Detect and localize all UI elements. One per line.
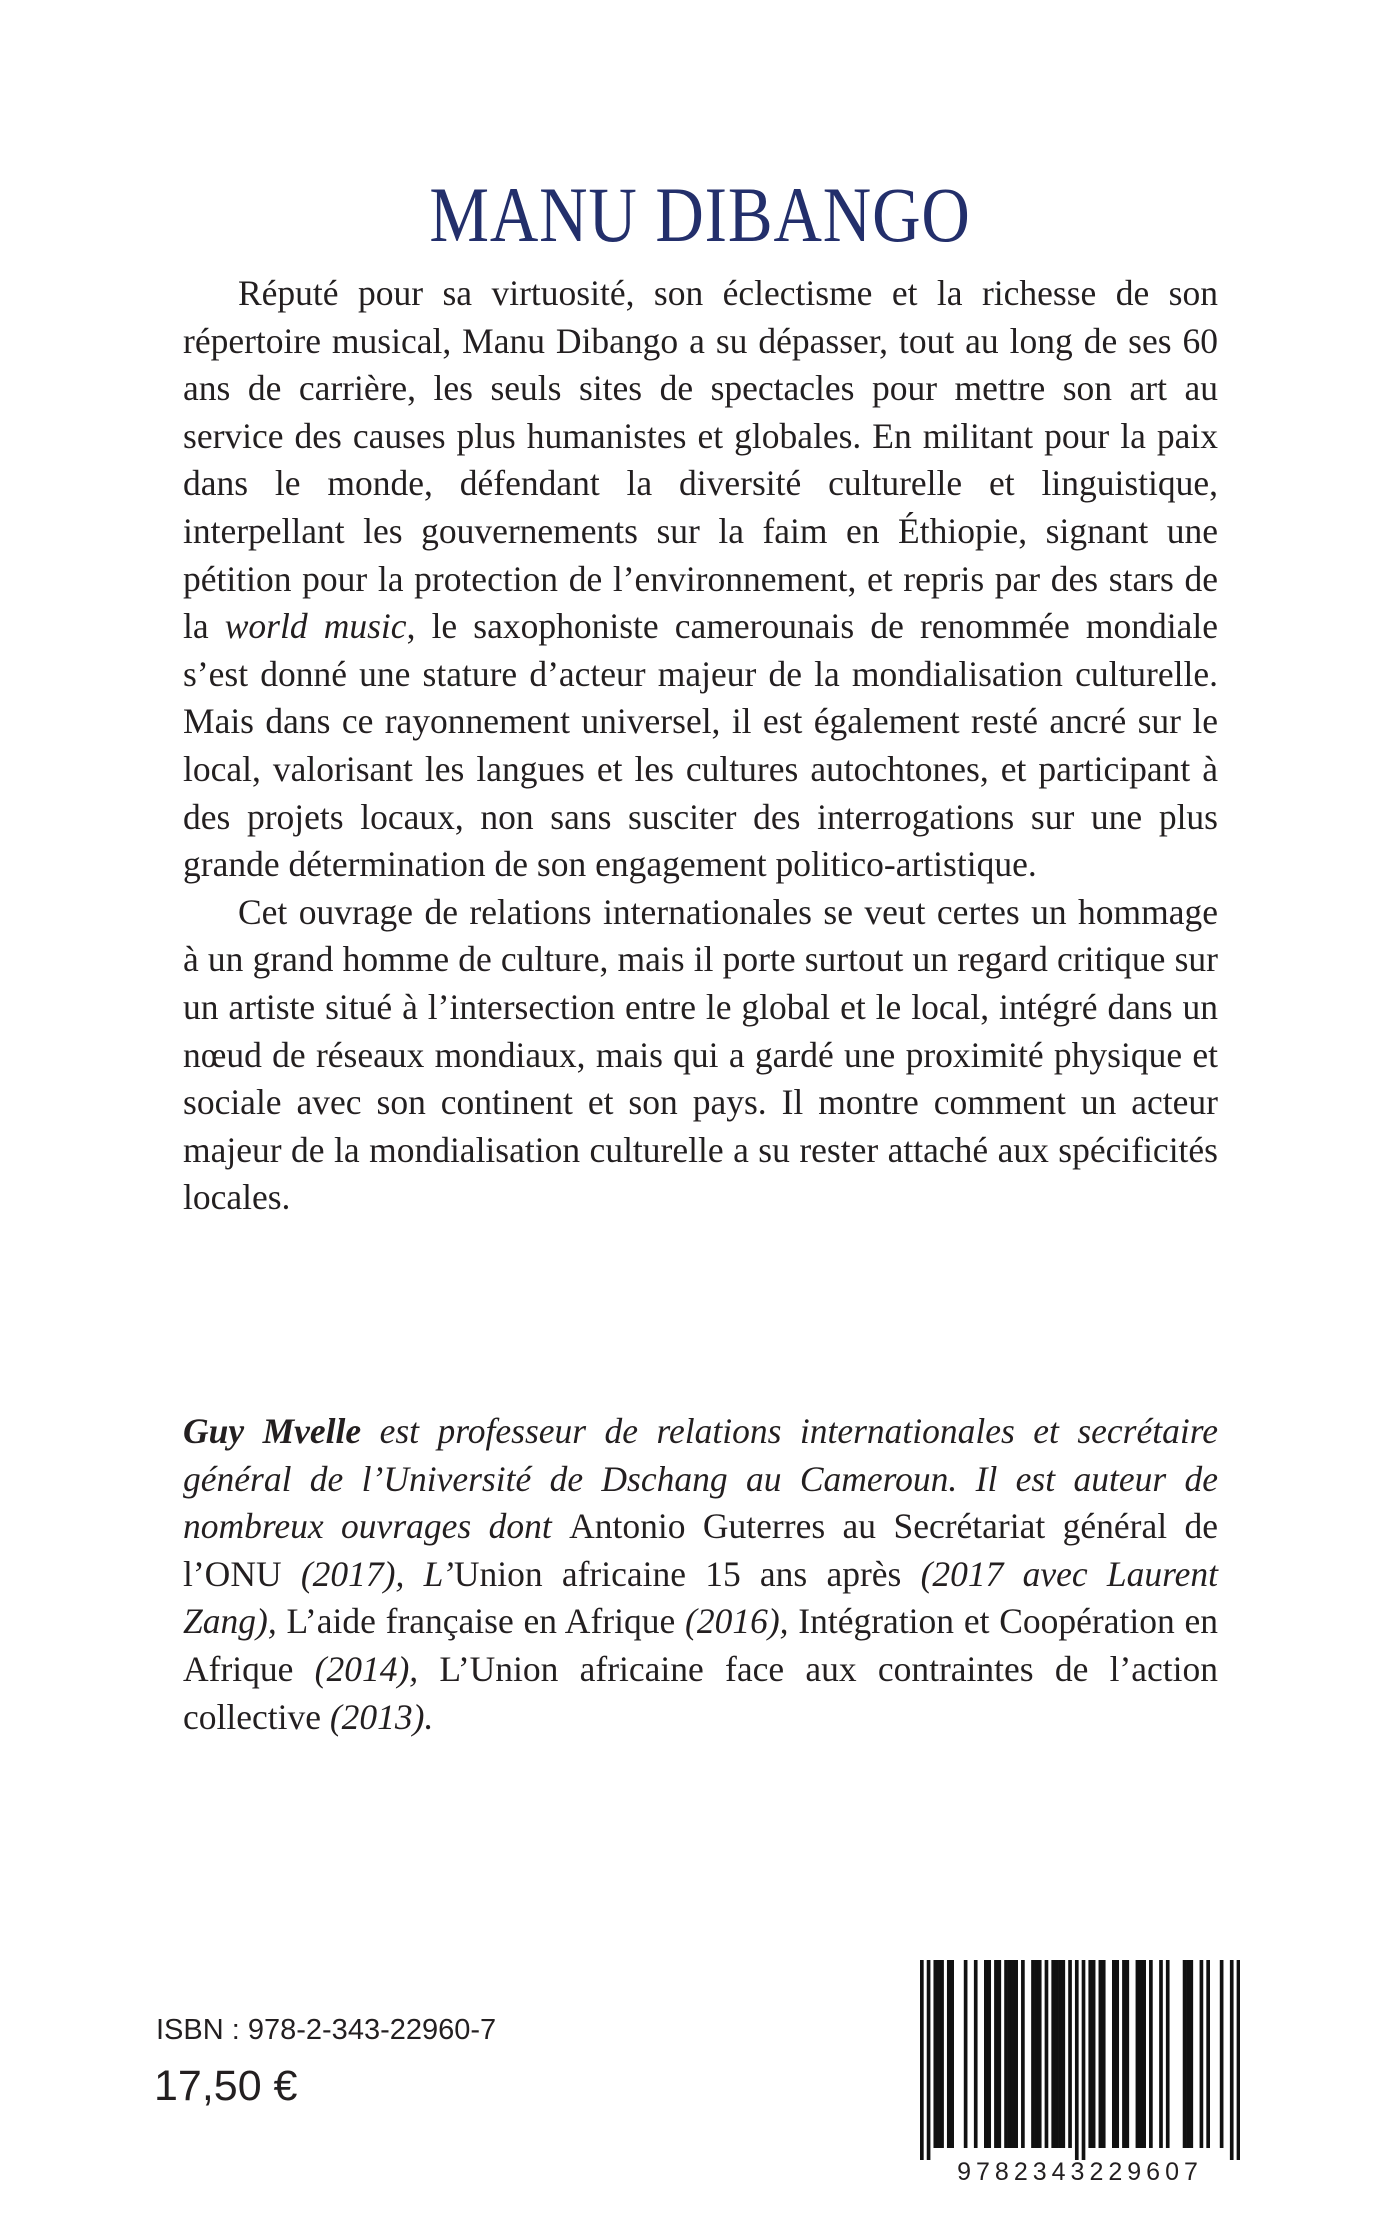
barcode-bar (1068, 1960, 1072, 2148)
author-year-5: (2013). (320, 1696, 434, 1737)
barcode-bar (1088, 1960, 1092, 2148)
barcode-bar (1102, 1960, 1106, 2148)
barcode-digits: 9782343229607 (957, 2158, 1203, 2186)
barcode-bar (1008, 1960, 1012, 2148)
barcode-bar (1237, 1960, 1240, 2160)
barcode-bar (984, 1960, 988, 2148)
barcode-bar (1112, 1960, 1116, 2148)
author-book-1: Antonio Guterres au Secrétariat général de l’ONU (183, 1506, 1219, 1594)
barcode-bar (1122, 1960, 1126, 2148)
barcode-bar (987, 1960, 991, 2148)
author-intro: est professeur de relations internationales et secrétaire général de l’Université de Dschang au Cameroun. Il est auteur de nombreux ouvrages dont (183, 1411, 1218, 1547)
barcode-bar (1099, 1960, 1103, 2148)
barcode-bar (940, 1960, 944, 2148)
barcode-bar (1125, 1960, 1129, 2148)
barcode-bar (1035, 1960, 1039, 2148)
barcode-bar (974, 1960, 978, 2148)
barcode-bar (920, 1960, 924, 2160)
barcode-bar (1142, 1960, 1146, 2148)
isbn-label: ISBN : 978-2-343-22960-7 (156, 2014, 497, 2046)
blurb-paragraph-2: Cet ouvrage de relations internationales se veut certes un hommage à un grand homme de culture, mais il porte surtout un regard critique sur un artiste situé à l’intersection entre le global et le local, intégré dans un nœud de réseaux mondiaux, mais qui a gardé une proximité physique et sociale avec son continent et son pays. Il montre comment un acteur majeur de la mondialisation culturelle a su rester attaché aux spécificités locales. (183, 891, 1218, 1218)
book-blurb (183, 270, 1218, 1222)
author-book-5: L’Union africaine face aux contraintes de l’action collective (183, 1648, 1218, 1737)
author-year-1: (2017), (281, 1553, 424, 1594)
blurb-p1-italic: world music (224, 606, 407, 647)
barcode-bar (964, 1960, 968, 2148)
barcode-bar (1230, 1960, 1234, 2160)
barcode-bar (947, 1960, 951, 2148)
barcode-bar (933, 1960, 937, 2148)
price-label: 17,50 € (154, 2062, 298, 2110)
blurb-p1-text-a: Réputé pour sa virtuosité, son éclectisme et la richesse de son répertoire musical, Manu Dibango a su dépasser, tout au long de ses 60 ans de carrière, les seuls sites de spectacles pour mettre son art au service des causes plus humanistes et globales. En militant pour la paix dans le monde, défendant la diversité culturelle et linguistique, interpellant les gouvernements sur la faim en Éthiopie, signant une pétition pour la protection de l’environnement, et repris par des stars de la (183, 273, 1218, 647)
barcode-bar (1061, 1960, 1065, 2148)
barcode-bar (1139, 1960, 1143, 2148)
barcode-bar (1200, 1960, 1204, 2148)
author-year-4: (2014), (293, 1648, 440, 1689)
barcode-bars (920, 1960, 1240, 2160)
barcode-bar (1031, 1960, 1035, 2148)
barcode-bar (1220, 1960, 1224, 2148)
barcode-bar (1189, 1960, 1193, 2148)
barcode (920, 1960, 1240, 2186)
blurb-paragraph-1 (183, 270, 1218, 889)
barcode-bar (1136, 1960, 1140, 2148)
barcode-bar (1075, 1960, 1079, 2160)
barcode-bar (950, 1960, 954, 2148)
author-name: Guy Mvelle (183, 1411, 362, 1451)
barcode-bar (1051, 1960, 1055, 2148)
barcode-bar (1004, 1960, 1008, 2148)
barcode-bar (1038, 1960, 1042, 2148)
barcode-bar (1058, 1960, 1062, 2148)
barcode-bar (1115, 1960, 1119, 2148)
author-book-2-prefix: L’ (423, 1553, 454, 1594)
author-year-3: (2016), (675, 1601, 799, 1642)
author-year-2: (2017 avec Laurent Zang), (183, 1553, 1219, 1642)
barcode-bar (1206, 1960, 1210, 2148)
author-book-3: L’aide française en Afrique (286, 1601, 676, 1642)
barcode-bar (1082, 1960, 1086, 2160)
barcode-bar (1166, 1960, 1170, 2148)
barcode-bar (1149, 1960, 1153, 2148)
barcode-bar (1092, 1960, 1096, 2148)
barcode-bar (994, 1960, 998, 2148)
barcode-bar (997, 1960, 1001, 2148)
barcode-bar (1014, 1960, 1018, 2148)
barcode-bar (1183, 1960, 1187, 2148)
book-title: MANU DIBANGO (429, 171, 971, 259)
barcode-bar (1045, 1960, 1049, 2148)
blurb-p1-text-b: , le saxophoniste camerounais de renommée mondiale s’est donné une stature d’acteur majeur de la mondialisation culturelle. Mais dans ce rayonnement universel, il est également resté ancré sur le local, valorisant les langues et les cultures autochtones, et participant à des projets locaux, non sans susciter des interrogations sur une plus grande détermination de son engagement politico-artistique. (183, 606, 1218, 885)
barcode-bar (927, 1960, 931, 2160)
barcode-bar (1055, 1960, 1059, 2148)
barcode-bar (937, 1960, 941, 2148)
barcode-bar (1021, 1960, 1025, 2148)
barcode-bar (1011, 1960, 1015, 2148)
author-bio (183, 1408, 1218, 1741)
barcode-bar (1159, 1960, 1163, 2148)
barcode-bar (1186, 1960, 1190, 2148)
author-book-2: Union africaine 15 ans après (453, 1553, 902, 1594)
author-book-4: Intégration et Coopération en Afrique (183, 1601, 1218, 1689)
